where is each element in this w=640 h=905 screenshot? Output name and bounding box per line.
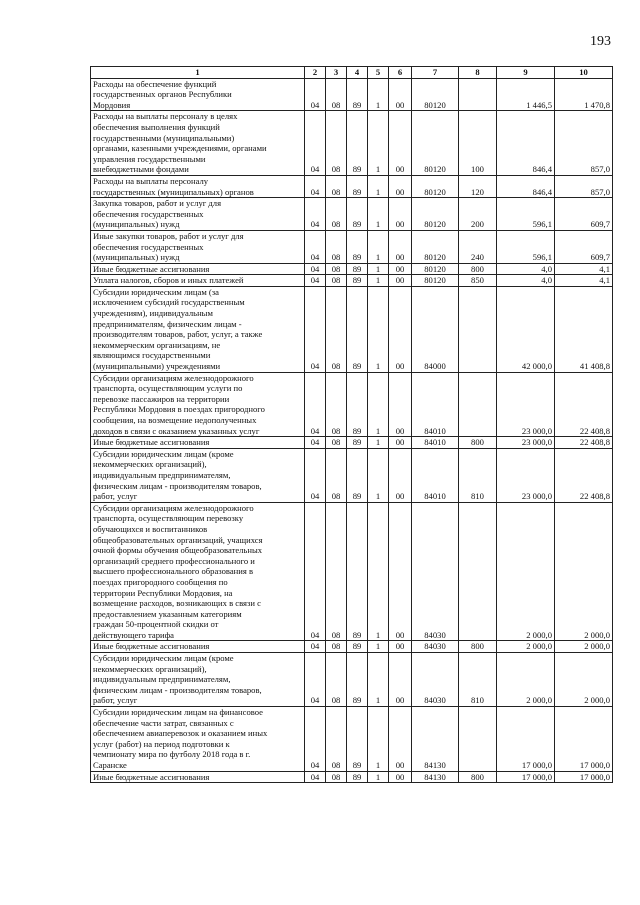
- cell-c10: 41 408,8: [555, 286, 613, 372]
- cell-c8: 810: [459, 653, 497, 707]
- row-description: Иные бюджетные ассигнования: [91, 771, 305, 783]
- cell-c2: 04: [305, 175, 326, 197]
- cell-c10: 2 000,0: [555, 502, 613, 641]
- cell-c2: 04: [305, 502, 326, 641]
- cell-c6: 00: [389, 437, 412, 449]
- cell-c7: 84130: [412, 771, 459, 783]
- cell-c5: 1: [368, 448, 389, 502]
- row-description: Субсидии юридическим лицам (за исключением субсидий государственным учреждениям), индивидуальным предпринимателям, физическим лицам - производителям товаров, работ, услуг, а также некоммерческим организациям, не являющимся государственными (муниципальными) учреждениями: [91, 286, 305, 372]
- row-description: Субсидии юридическим лицам (кроме некоммерческих организаций), индивидуальным предпринимателям, физическим лицам - производителям товаров, работ, услуг: [91, 653, 305, 707]
- cell-c9: 23 000,0: [497, 437, 555, 449]
- cell-c4: 89: [347, 275, 368, 287]
- header-row: [91, 67, 613, 79]
- cell-c9: 17 000,0: [497, 707, 555, 772]
- cell-c7: 80120: [412, 198, 459, 231]
- row-description: Иные бюджетные ассигнования: [91, 263, 305, 275]
- cell-c9: 846,4: [497, 175, 555, 197]
- table-body: [91, 78, 613, 783]
- cell-c7: 84010: [412, 437, 459, 449]
- cell-c7: 84030: [412, 653, 459, 707]
- row-description: Закупка товаров, работ и услуг для обеспечения государственных (муниципальных) нужд: [91, 198, 305, 231]
- cell-c10: 857,0: [555, 111, 613, 176]
- cell-c2: 04: [305, 641, 326, 653]
- cell-c9: 2 000,0: [497, 502, 555, 641]
- cell-c2: 04: [305, 275, 326, 287]
- cell-c5: 1: [368, 175, 389, 197]
- cell-c10: 22 408,8: [555, 372, 613, 437]
- cell-c10: 22 408,8: [555, 437, 613, 449]
- cell-c6: 00: [389, 230, 412, 263]
- cell-c5: 1: [368, 263, 389, 275]
- column-header-9: 9: [497, 67, 555, 79]
- cell-c5: 1: [368, 275, 389, 287]
- cell-c10: 1 470,8: [555, 78, 613, 111]
- cell-c3: 08: [326, 78, 347, 111]
- cell-c3: 08: [326, 372, 347, 437]
- row-description: Субсидии юридическим лицам (кроме некоммерческих организаций), индивидуальным предпринимателям, физическим лицам - производителям товаров, работ, услуг: [91, 448, 305, 502]
- column-header-2: 2: [305, 67, 326, 79]
- table-row: [91, 275, 613, 287]
- cell-c6: 00: [389, 111, 412, 176]
- cell-c8: [459, 286, 497, 372]
- table-row: [91, 771, 613, 783]
- cell-c7: 80120: [412, 78, 459, 111]
- cell-c4: 89: [347, 502, 368, 641]
- cell-c5: 1: [368, 771, 389, 783]
- table-row: [91, 502, 613, 641]
- cell-c6: 00: [389, 653, 412, 707]
- cell-c4: 89: [347, 198, 368, 231]
- table-row: [91, 198, 613, 231]
- cell-c3: 08: [326, 263, 347, 275]
- cell-c7: 84030: [412, 502, 459, 641]
- cell-c9: 596,1: [497, 198, 555, 231]
- cell-c10: 609,7: [555, 230, 613, 263]
- cell-c2: 04: [305, 230, 326, 263]
- row-description: Субсидии организациям железнодорожного транспорта, осуществляющим перевозку обучающихся и воспитанников общеобразовательных организаций, учащихся очной формы обучения общеобразовательных организаций среднего профессионального и высшего профессионального образования в поездах пригородного сообщения по территории Республики Мордовия, на возмещение расходов, возникающих в связи с предоставлением указанным категориям граждан 50-процентной скидки от действующего тарифа: [91, 502, 305, 641]
- cell-c6: 00: [389, 771, 412, 783]
- row-description: Субсидии юридическим лицам на финансовое обеспечение части затрат, связанных с обеспечением авиаперевозок и оказанием иных услуг (работ) на период подготовки к чемпионату мира по футболу 2018 года в г. Саранске: [91, 707, 305, 772]
- cell-c2: 04: [305, 437, 326, 449]
- cell-c3: 08: [326, 502, 347, 641]
- cell-c9: 846,4: [497, 111, 555, 176]
- cell-c4: 89: [347, 286, 368, 372]
- cell-c10: 4,1: [555, 275, 613, 287]
- cell-c5: 1: [368, 372, 389, 437]
- cell-c7: 80120: [412, 230, 459, 263]
- row-description: Расходы на выплаты персоналу государственных (муниципальных) органов: [91, 175, 305, 197]
- row-description: Расходы на обеспечение функций государственных органов Республики Мордовия: [91, 78, 305, 111]
- cell-c4: 89: [347, 230, 368, 263]
- cell-c8: [459, 372, 497, 437]
- table-row: [91, 653, 613, 707]
- cell-c8: 800: [459, 263, 497, 275]
- cell-c2: 04: [305, 78, 326, 111]
- row-description: Уплата налогов, сборов и иных платежей: [91, 275, 305, 287]
- page-number: 193: [590, 34, 611, 49]
- cell-c8: 800: [459, 771, 497, 783]
- cell-c5: 1: [368, 707, 389, 772]
- table-row: [91, 641, 613, 653]
- cell-c9: 596,1: [497, 230, 555, 263]
- column-header-4: 4: [347, 67, 368, 79]
- cell-c4: 89: [347, 653, 368, 707]
- cell-c6: 00: [389, 641, 412, 653]
- cell-c5: 1: [368, 437, 389, 449]
- cell-c8: [459, 502, 497, 641]
- table-row: [91, 372, 613, 437]
- cell-c6: 00: [389, 275, 412, 287]
- table-row: [91, 230, 613, 263]
- row-description: Расходы на выплаты персоналу в целях обеспечения выполнения функций государственными (муниципальными) органами, казенными учреждениями, органами управления государственными внебюджетными фондами: [91, 111, 305, 176]
- cell-c8: [459, 78, 497, 111]
- table-row: [91, 78, 613, 111]
- cell-c3: 08: [326, 641, 347, 653]
- cell-c5: 1: [368, 111, 389, 176]
- cell-c2: 04: [305, 448, 326, 502]
- cell-c8: [459, 707, 497, 772]
- cell-c3: 08: [326, 275, 347, 287]
- cell-c8: 850: [459, 275, 497, 287]
- table-row: [91, 707, 613, 772]
- cell-c9: 1 446,5: [497, 78, 555, 111]
- cell-c2: 04: [305, 198, 326, 231]
- cell-c5: 1: [368, 286, 389, 372]
- cell-c2: 04: [305, 372, 326, 437]
- cell-c9: 2 000,0: [497, 641, 555, 653]
- cell-c5: 1: [368, 78, 389, 111]
- column-header-8: 8: [459, 67, 497, 79]
- cell-c6: 00: [389, 502, 412, 641]
- cell-c9: 23 000,0: [497, 448, 555, 502]
- cell-c4: 89: [347, 771, 368, 783]
- cell-c3: 08: [326, 175, 347, 197]
- cell-c5: 1: [368, 641, 389, 653]
- cell-c4: 89: [347, 372, 368, 437]
- cell-c5: 1: [368, 230, 389, 263]
- cell-c9: 4,0: [497, 275, 555, 287]
- cell-c2: 04: [305, 111, 326, 176]
- cell-c2: 04: [305, 771, 326, 783]
- cell-c9: 42 000,0: [497, 286, 555, 372]
- cell-c3: 08: [326, 198, 347, 231]
- cell-c4: 89: [347, 111, 368, 176]
- cell-c3: 08: [326, 707, 347, 772]
- cell-c5: 1: [368, 653, 389, 707]
- cell-c6: 00: [389, 263, 412, 275]
- column-header-7: 7: [412, 67, 459, 79]
- cell-c7: 84010: [412, 372, 459, 437]
- cell-c3: 08: [326, 448, 347, 502]
- row-description: Субсидии организациям железнодорожного транспорта, осуществляющим услуги по перевозке пассажиров на территории Республики Мордовия в поездах пригородного сообщения, на возмещение недополученных доходов в связи с оказанием указанных услуг: [91, 372, 305, 437]
- cell-c3: 08: [326, 286, 347, 372]
- cell-c3: 08: [326, 111, 347, 176]
- cell-c7: 84030: [412, 641, 459, 653]
- row-description: Иные бюджетные ассигнования: [91, 437, 305, 449]
- cell-c3: 08: [326, 230, 347, 263]
- cell-c4: 89: [347, 263, 368, 275]
- cell-c7: 80120: [412, 111, 459, 176]
- row-description: Иные бюджетные ассигнования: [91, 641, 305, 653]
- cell-c9: 4,0: [497, 263, 555, 275]
- cell-c4: 89: [347, 707, 368, 772]
- cell-c3: 08: [326, 771, 347, 783]
- budget-table: [90, 66, 613, 783]
- cell-c3: 08: [326, 437, 347, 449]
- cell-c7: 80120: [412, 263, 459, 275]
- cell-c3: 08: [326, 653, 347, 707]
- cell-c2: 04: [305, 653, 326, 707]
- cell-c4: 89: [347, 448, 368, 502]
- cell-c2: 04: [305, 263, 326, 275]
- table-row: [91, 437, 613, 449]
- cell-c8: 120: [459, 175, 497, 197]
- column-header-6: 6: [389, 67, 412, 79]
- row-description: Иные закупки товаров, работ и услуг для обеспечения государственных (муниципальных) нужд: [91, 230, 305, 263]
- cell-c6: 00: [389, 372, 412, 437]
- cell-c8: 100: [459, 111, 497, 176]
- cell-c6: 00: [389, 78, 412, 111]
- cell-c6: 00: [389, 175, 412, 197]
- table-row: [91, 111, 613, 176]
- cell-c9: 2 000,0: [497, 653, 555, 707]
- cell-c10: 22 408,8: [555, 448, 613, 502]
- cell-c6: 00: [389, 707, 412, 772]
- cell-c4: 89: [347, 175, 368, 197]
- cell-c9: 17 000,0: [497, 771, 555, 783]
- cell-c7: 84010: [412, 448, 459, 502]
- cell-c10: 609,7: [555, 198, 613, 231]
- cell-c8: 200: [459, 198, 497, 231]
- table-row: [91, 263, 613, 275]
- cell-c7: 84130: [412, 707, 459, 772]
- column-header-3: 3: [326, 67, 347, 79]
- cell-c7: 80120: [412, 275, 459, 287]
- cell-c6: 00: [389, 448, 412, 502]
- cell-c8: 810: [459, 448, 497, 502]
- cell-c4: 89: [347, 78, 368, 111]
- cell-c5: 1: [368, 502, 389, 641]
- cell-c9: 23 000,0: [497, 372, 555, 437]
- cell-c5: 1: [368, 198, 389, 231]
- cell-c10: 4,1: [555, 263, 613, 275]
- table-row: [91, 175, 613, 197]
- cell-c10: 17 000,0: [555, 771, 613, 783]
- cell-c10: 2 000,0: [555, 641, 613, 653]
- cell-c8: 240: [459, 230, 497, 263]
- cell-c2: 04: [305, 286, 326, 372]
- cell-c6: 00: [389, 286, 412, 372]
- column-header-1: 1: [91, 67, 305, 79]
- table-row: [91, 286, 613, 372]
- table-row: [91, 448, 613, 502]
- cell-c7: 80120: [412, 175, 459, 197]
- cell-c10: 2 000,0: [555, 653, 613, 707]
- cell-c4: 89: [347, 641, 368, 653]
- cell-c7: 84000: [412, 286, 459, 372]
- cell-c8: 800: [459, 437, 497, 449]
- cell-c10: 857,0: [555, 175, 613, 197]
- cell-c10: 17 000,0: [555, 707, 613, 772]
- cell-c4: 89: [347, 437, 368, 449]
- column-header-10: 10: [555, 67, 613, 79]
- column-header-5: 5: [368, 67, 389, 79]
- cell-c8: 800: [459, 641, 497, 653]
- cell-c6: 00: [389, 198, 412, 231]
- cell-c2: 04: [305, 707, 326, 772]
